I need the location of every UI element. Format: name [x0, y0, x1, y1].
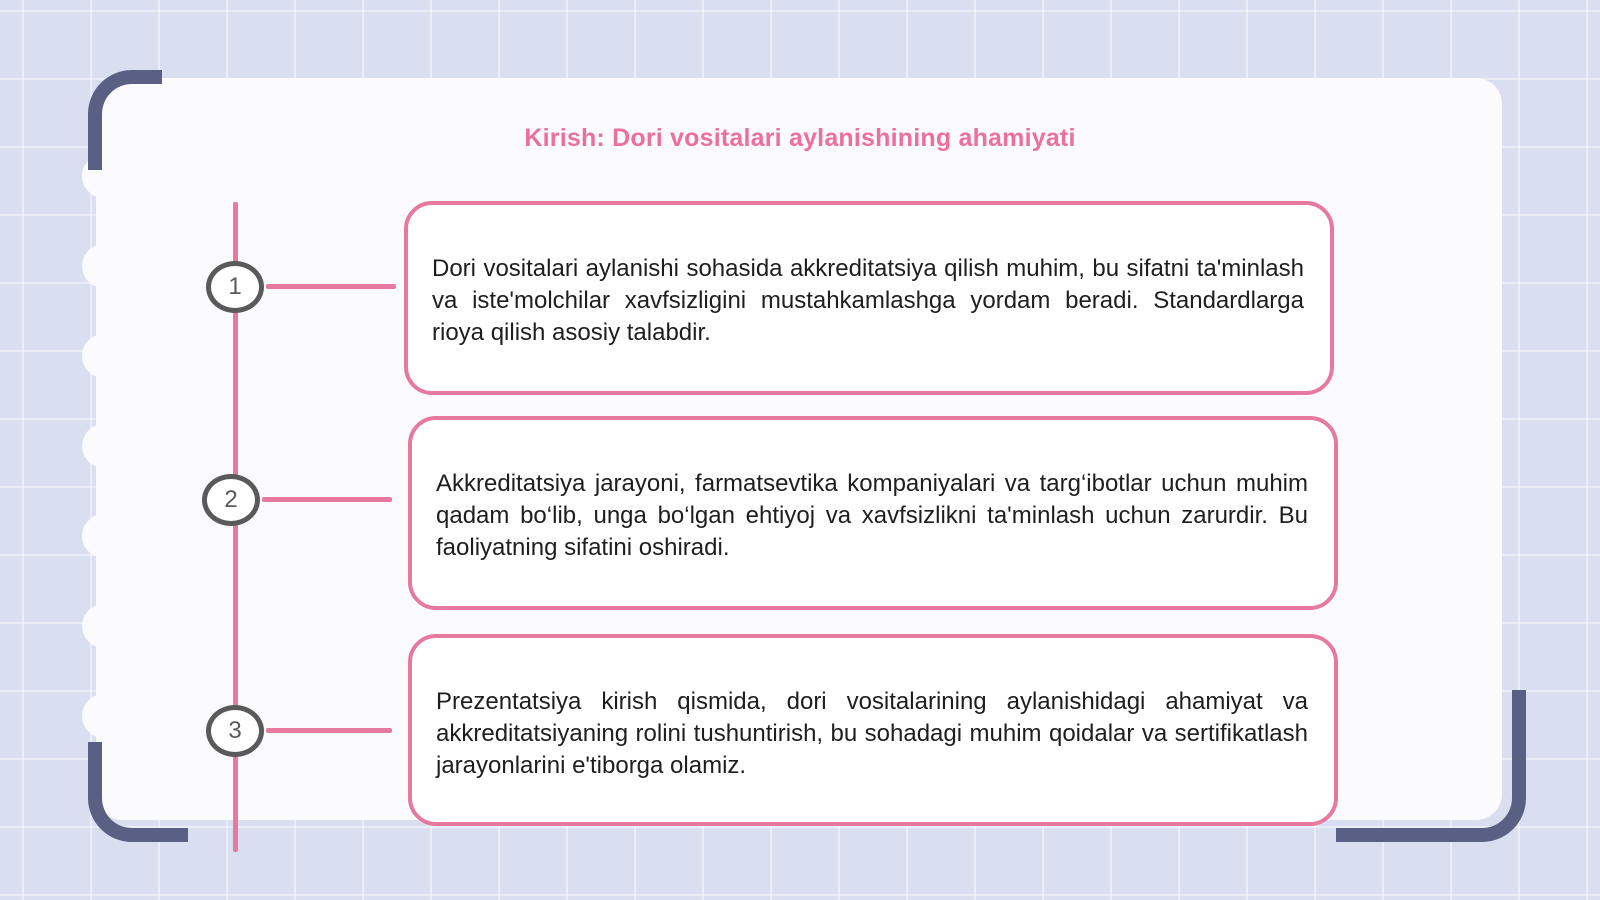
marker-number: 2	[224, 486, 238, 513]
timeline-marker	[202, 474, 260, 526]
timeline-connector	[266, 284, 396, 289]
frame-corner-bottom-left	[88, 742, 188, 842]
timeline-marker	[206, 261, 264, 313]
marker-number: 1	[228, 273, 242, 300]
content-card	[404, 201, 1334, 395]
content-card	[408, 634, 1338, 826]
card-text: Prezentatsiya kirish qismida, dori vositalarining aylanishidagi ahamiyat va akkreditatsiyaning rolini tushuntirish, bu sohadagi muhim qoidalar va sertifikatlash jarayonlarini e'tiborga olamiz.	[436, 688, 1308, 779]
card-text: Dori vositalari aylanishi sohasida akkreditatsiya qilish muhim, bu sifatni ta'minlash va iste'molchilar xavfsizligini mustahkamlashga yordam beradi. Standardlarga rioya qilish asosiy talabdir.	[432, 255, 1304, 346]
marker-number: 3	[228, 717, 242, 744]
slide-title: Kirish: Dori vositalari aylanishining ahamiyati	[524, 124, 1076, 152]
timeline-connector	[266, 728, 392, 733]
timeline-connector	[262, 497, 392, 502]
frame-corner-bottom-right	[1336, 690, 1526, 842]
frame-corner-top-left	[88, 70, 162, 170]
card-text: Akkreditatsiya jarayoni, farmatsevtika kompaniyalari va targ‘ibotlar uchun muhim qadam bo‘lib, unga bo‘lgan ehtiyoj va xavfsizlikni ta'minlash uchun zarurdir. Bu faoliyatning sifatini oshiradi.	[436, 470, 1308, 561]
content-card	[408, 416, 1338, 610]
timeline-marker	[206, 705, 264, 757]
